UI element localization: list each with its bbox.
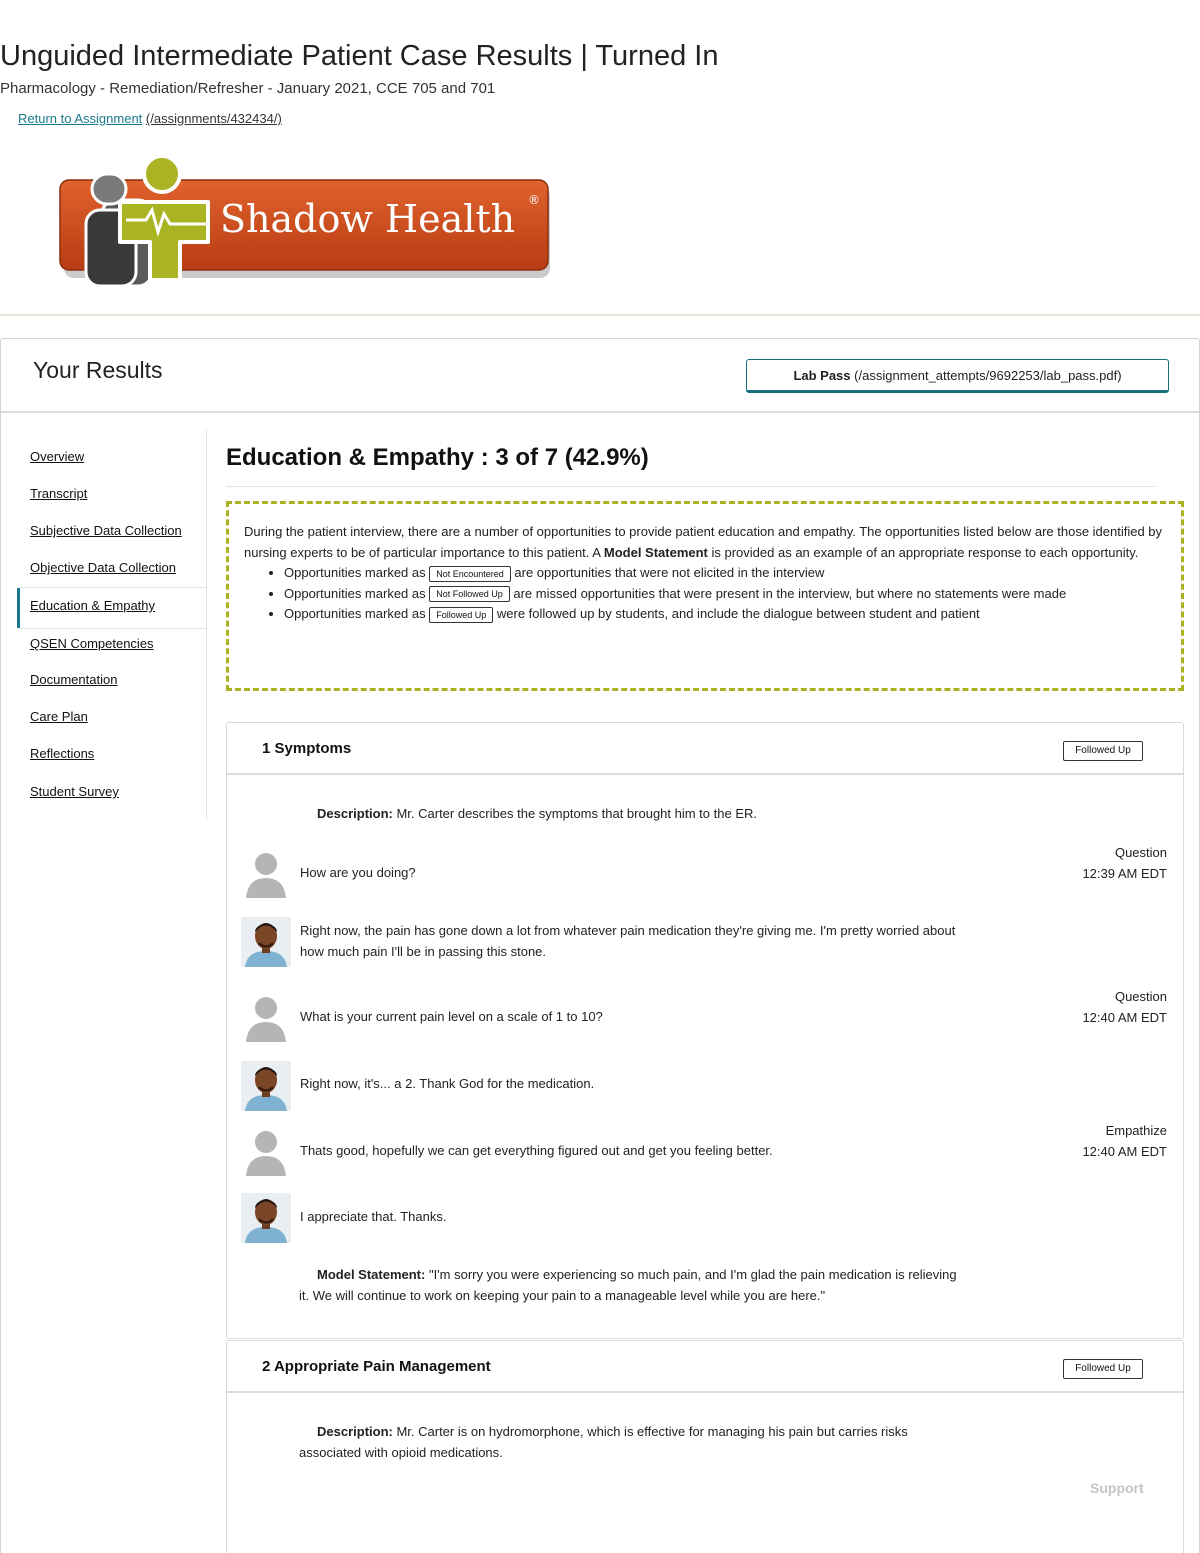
not-encountered-tag: Not Encountered bbox=[429, 566, 511, 582]
sidebar-item-student-survey[interactable]: Student Survey bbox=[30, 784, 119, 799]
opportunity-card-pain-management bbox=[226, 1340, 1184, 1553]
return-to-assignment-link[interactable] bbox=[18, 111, 282, 126]
message-meta: Empathize 12:40 AM EDT bbox=[1082, 1123, 1167, 1159]
status-badge: Followed Up bbox=[1063, 741, 1143, 761]
message-text: What is your current pain level on a scale of 1 to 10? bbox=[300, 1009, 603, 1024]
patient-avatar-icon bbox=[241, 917, 291, 967]
active-item-bottom-divider bbox=[20, 628, 206, 629]
section-divider bbox=[226, 486, 1156, 487]
card-description: Description: Mr. Carter is on hydromorphone, which is effective for managing his pain but carries risks associated with opioid medications. bbox=[299, 1424, 908, 1460]
status-badge: Followed Up bbox=[1063, 1359, 1143, 1379]
section-title: Education & Empathy : 3 of 7 (42.9%) bbox=[226, 444, 649, 471]
sidebar-item-education-empathy[interactable]: Education & Empathy bbox=[30, 598, 156, 613]
legend-item: • Opportunities marked as Not Followed Up are missed opportunities that were present in the interview, but where no statements were made bbox=[284, 584, 1163, 605]
message-text: I appreciate that. Thanks. bbox=[300, 1209, 447, 1224]
legend-info-box bbox=[226, 501, 1184, 691]
active-item-indicator bbox=[17, 588, 20, 628]
sidebar-item-objective-data[interactable]: Objective Data Collection bbox=[30, 560, 176, 575]
not-followed-up-tag: Not Followed Up bbox=[429, 586, 510, 602]
shadow-health-logo bbox=[56, 152, 556, 290]
sidebar-item-subjective-data[interactable]: Subjective Data Collection bbox=[30, 523, 182, 538]
results-title: Your Results bbox=[33, 357, 163, 383]
return-link-text[interactable]: Return to Assignment bbox=[18, 111, 143, 126]
page-subtitle: Pharmacology - Remediation/Refresher - January 2021, CCE 705 and 701 bbox=[0, 80, 496, 97]
legend-item: • Opportunities marked as Followed Up were followed up by students, and include the dialogue between student and patient bbox=[284, 604, 1163, 625]
message-meta: Question 12:40 AM EDT bbox=[1082, 989, 1167, 1025]
transcript-message-patient bbox=[241, 1061, 1161, 1111]
page-title: Unguided Intermediate Patient Case Results | Turned In bbox=[0, 40, 719, 72]
logo-registered-mark: ® bbox=[528, 193, 540, 207]
legend-item: • Opportunities marked as Not Encountered are opportunities that were not elicited in the interview bbox=[284, 563, 1163, 584]
student-avatar-icon bbox=[241, 1126, 291, 1176]
sidebar-item-documentation[interactable]: Documentation bbox=[30, 672, 118, 687]
sidebar-nav bbox=[17, 430, 207, 820]
transcript-message-patient bbox=[241, 917, 1161, 967]
sidebar-item-qsen[interactable]: QSEN Competencies bbox=[30, 636, 154, 651]
message-meta: Question 12:39 AM EDT bbox=[1082, 845, 1167, 881]
patient-avatar-icon bbox=[241, 1061, 291, 1111]
followed-up-tag: Followed Up bbox=[429, 607, 493, 623]
transcript-message-student bbox=[241, 1123, 1167, 1176]
info-intro: During the patient interview, there are a number of opportunities to provide patient education and empathy. The opportunities listed below are those identified by nursing experts to be of particular importance to this patient. A Model Statement is provided as an example of an appropriate response to each opportunity. bbox=[244, 524, 1163, 560]
transcript-message-student bbox=[241, 989, 1167, 1042]
sidebar-item-reflections[interactable]: Reflections bbox=[30, 746, 95, 761]
card-title: 1 Symptoms bbox=[262, 740, 352, 757]
student-avatar-icon bbox=[241, 848, 291, 898]
opportunity-card-symptoms bbox=[226, 722, 1184, 1339]
student-avatar-icon bbox=[241, 992, 291, 1042]
lab-pass-button[interactable] bbox=[746, 359, 1169, 393]
support-link[interactable]: Support bbox=[1090, 1480, 1144, 1496]
results-header bbox=[1, 339, 1199, 413]
active-item-top-divider bbox=[20, 587, 206, 588]
card-title: 2 Appropriate Pain Management bbox=[262, 1358, 491, 1375]
transcript-message-student bbox=[241, 845, 1167, 898]
message-text: Right now, the pain has gone down a lot from whatever pain medication they're giving me. I'm pretty worried about how much pain I'll be in passing this stone. bbox=[300, 923, 956, 959]
lab-pass-url: (/assignment_attempts/9692253/lab_pass.pdf) bbox=[854, 368, 1122, 383]
patient-avatar-icon bbox=[241, 1193, 291, 1243]
sidebar-item-transcript[interactable]: Transcript bbox=[30, 486, 88, 501]
transcript-message-patient bbox=[241, 1193, 1161, 1243]
sidebar-item-overview[interactable]: Overview bbox=[30, 449, 85, 464]
card-header bbox=[227, 1341, 1183, 1393]
message-text: How are you doing? bbox=[300, 865, 416, 880]
card-header bbox=[227, 723, 1183, 775]
return-link-url[interactable]: (/assignments/432434/) bbox=[145, 111, 282, 126]
sidebar-item-care-plan[interactable]: Care Plan bbox=[30, 709, 88, 724]
model-statement: Model Statement: "I'm sorry you were experiencing so much pain, and I'm glad the pain medication is relieving it. We will continue to work on keeping your pain to a manageable level while you are here." bbox=[299, 1267, 957, 1303]
card-description: Description: Mr. Carter describes the symptoms that brought him to the ER. bbox=[317, 806, 757, 821]
message-text: Thats good, hopefully we can get everything figured out and get you feeling better. bbox=[300, 1143, 773, 1158]
message-text: Right now, it's... a 2. Thank God for the medication. bbox=[300, 1076, 595, 1091]
legend-list bbox=[244, 563, 1163, 625]
header-divider bbox=[0, 314, 1200, 316]
lab-pass-label: Lab Pass bbox=[793, 368, 851, 383]
logo-text: Shadow Health bbox=[220, 197, 516, 241]
